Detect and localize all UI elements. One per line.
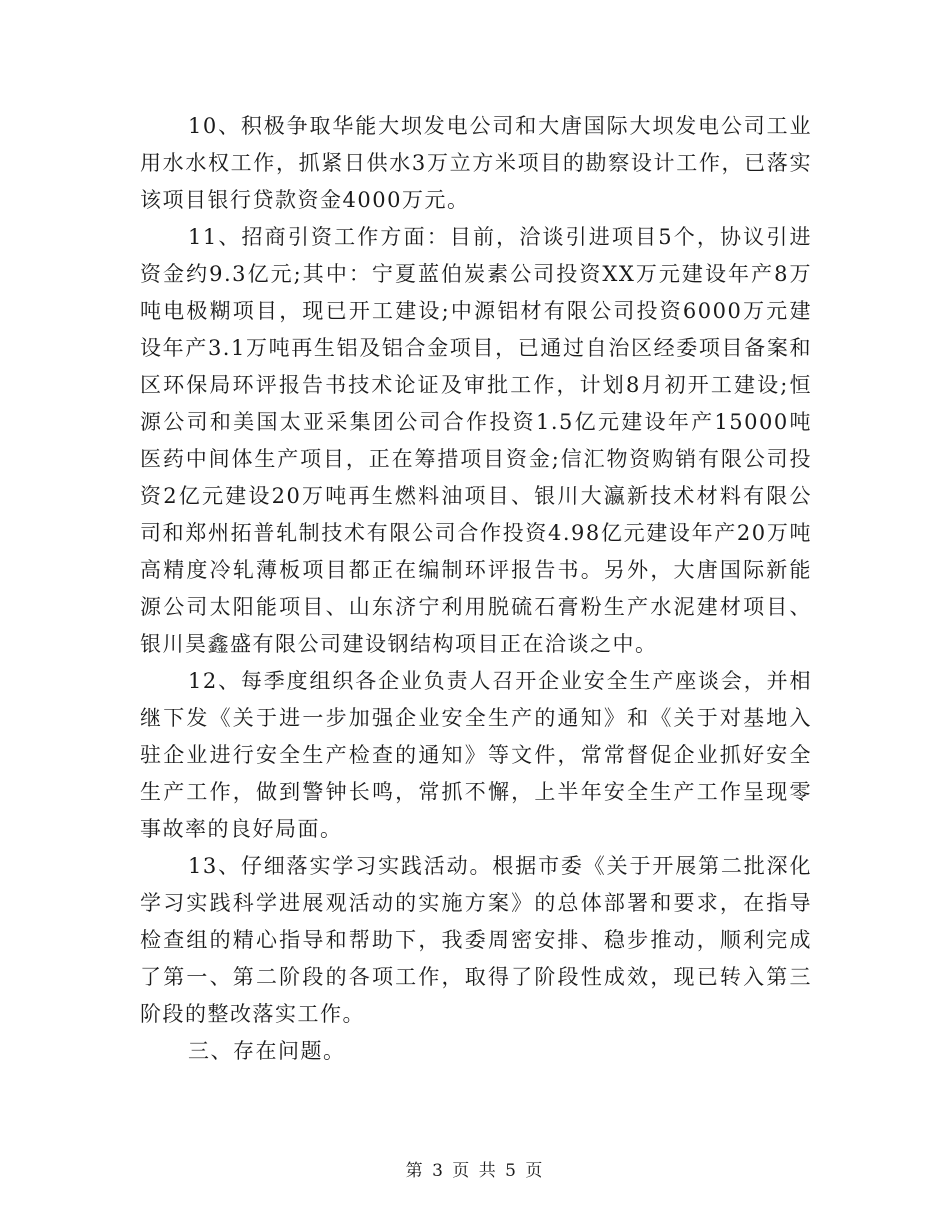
paragraph-10: 10、积极争取华能大坝发电公司和大唐国际大坝发电公司工业用水水权工作，抓紧日供水3万立方米项目的勘察设计工作，已落实该项目银行贷款资金4000万元。 bbox=[140, 114, 812, 212]
paragraph-12: 12、每季度组织各企业负责人召开企业安全生产座谈会，并相继下发《关于进一步加强企业安全生产的通知》和《关于对基地入驻企业进行安全生产检查的通知》等文件，常常督促企业抓好安全生产工作，做到警钟长鸣，常抓不懈，上半年安全生产工作呈现零事故率的良好局面。 bbox=[140, 669, 812, 841]
paragraph-11: 11、招商引资工作方面：目前，洽谈引进项目5个，协议引进资金约9.3亿元;其中：宁夏蓝伯炭素公司投资XX万元建设年产8万吨电极糊项目，现已开工建设;中源铝材有限公司投资6000万元建设年产3.1万吨再生铝及铝合金项目，已通过自治区经委项目备案和区环保局环评报告书技术论证及审批工作，计划8月初开工建设;恒源公司和美国太亚采集团公司合作投资1.5亿元建设年产15000吨医药中间体生产项目，正在筹措项目资金;信汇物资购销有限公司投资2亿元建设20万吨再生燃料油项目、银川大瀛新技术材料有限公司和郑州拓普轧制技术有限公司合作投资4.98亿元建设年产20万吨高精度冷轧薄板项目都正在编制环评报告书。另外，大唐国际新能源公司太阳能项目、山东济宁利用脱硫石膏粉生产水泥建材项目、银川昊鑫盛有限公司建设钢结构项目正在洽谈之中。 bbox=[140, 225, 812, 656]
paragraph-13: 13、仔细落实学习实践活动。根据市委《关于开展第二批深化学习实践科学进展观活动的实施方案》的总体部署和要求，在指导检查组的精心指导和帮助下，我委周密安排、稳步推动，顺利完成了第一、第二阶段的各项工作，取得了阶段性成效，现已转入第三阶段的整改落实工作。 bbox=[140, 854, 812, 1026]
page-footer: 第 3 页 共 5 页 bbox=[405, 1161, 545, 1181]
document-body bbox=[140, 108, 812, 1070]
section-heading: 三、存在问题。 bbox=[188, 1039, 346, 1063]
